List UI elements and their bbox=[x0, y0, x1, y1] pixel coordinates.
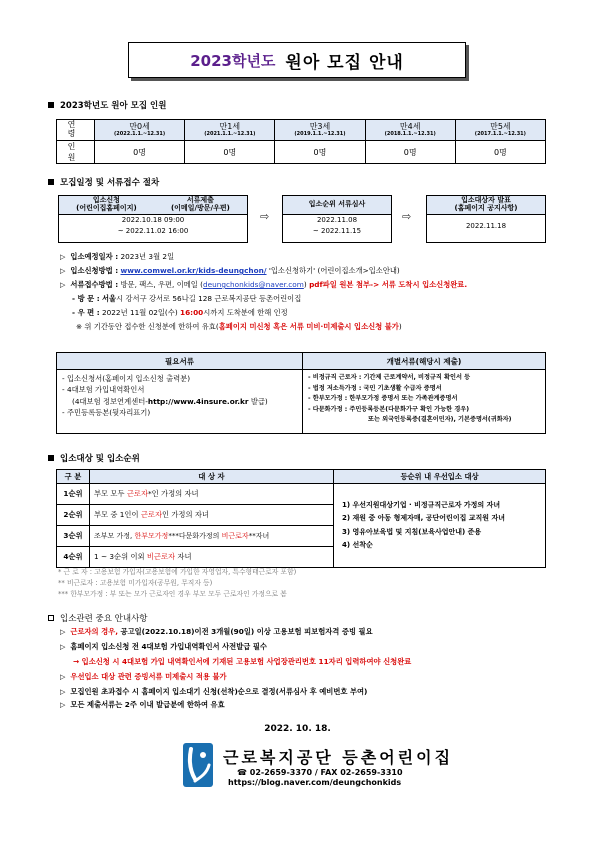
doc-item: - 법정 저소득가정 : 국민 기초생활 수급자 증명서 bbox=[308, 384, 442, 392]
flow-step-review bbox=[282, 195, 392, 243]
age-col-0: 만0세 (2022.1.1.~12.31) bbox=[95, 120, 185, 141]
triangle-bullet-icon: ▷ bbox=[60, 643, 66, 651]
email-link[interactable]: deungchonkids@naver.com bbox=[203, 280, 304, 289]
title-year: 2023학년도 bbox=[190, 51, 276, 70]
age-col-3: 만3세 (2019.1.1.~12.31) bbox=[275, 120, 365, 141]
title-box bbox=[128, 42, 466, 78]
triangle-bullet-icon: ▷ bbox=[60, 281, 66, 289]
age-col-4: 만4세 (2018.1.1.~12.31) bbox=[365, 120, 455, 141]
section-quota-heading bbox=[48, 99, 166, 111]
flow-step-apply-head bbox=[59, 196, 247, 215]
flow-date: 2022.11.08 bbox=[316, 216, 358, 224]
doc-item: - 4대보험 가입내역확인서 bbox=[62, 385, 145, 395]
flow-step-review-body bbox=[283, 215, 391, 237]
org-phone: ☎ 02-2659-3370 / FAX 02-2659-3310 bbox=[237, 768, 403, 777]
count-cell: 0명 bbox=[365, 141, 455, 164]
triangle-bullet-icon: ▷ bbox=[60, 628, 66, 636]
target-cell: 부모 중 1인이 근로자인 가정의 자녀 bbox=[90, 505, 334, 526]
flow-head-submit: 서류제출 (이메일/방문/우편) bbox=[170, 196, 230, 212]
visit-line: - 방 문 : 서울시 강서구 강서로 56나길 128 근로복지공단 등촌어린이집 bbox=[72, 294, 302, 303]
flow-head-review: 입소순위 서류심사 bbox=[308, 200, 366, 209]
count-cell: 0명 bbox=[275, 141, 365, 164]
rank-head: 구 분 bbox=[57, 470, 90, 484]
arrow-right-icon: ⇨ bbox=[402, 210, 412, 223]
title-main: 원아 모집 안내 bbox=[285, 52, 404, 73]
cond-head: 등순위 내 우선입소 대상 bbox=[334, 470, 546, 484]
target-cell: 1 ~ 3순위 이외 비근로자 자녀 bbox=[90, 547, 334, 568]
bullet-square-icon bbox=[48, 179, 54, 185]
section-title: 모집일정 및 서류접수 절차 bbox=[60, 178, 160, 188]
priority-cond-cell bbox=[334, 484, 546, 568]
section-schedule-heading bbox=[48, 176, 159, 188]
flow-step-apply-body bbox=[59, 215, 247, 237]
cond-item: 3) 영유아보육법 및 지침(보육사업안내) 준용 bbox=[342, 527, 482, 536]
important-item: ▷ 모집인원 초과접수 시 홈페이지 입소대기 신청(선착)순으로 결정(서류심사 후 예비번호 부여) bbox=[60, 687, 368, 696]
age-col-1: 만1세 (2021.1.1.~12.31) bbox=[185, 120, 275, 141]
caution-line: ※ 위 기간동안 접수한 신청분에 한하여 유효(홈페이지 미신청 혹은 서류 미비·미제출시 입소신청 불가) bbox=[76, 322, 402, 331]
footnote: ** 비근로자 : 고용보험 미가입자(공무원, 무직자 등) bbox=[58, 579, 213, 587]
triangle-bullet-icon: ▷ bbox=[60, 253, 66, 261]
org-logo-icon bbox=[183, 743, 213, 787]
doc-item: - 주민등록등본(뒷자리표기) bbox=[62, 407, 151, 417]
flow-step-apply bbox=[58, 195, 248, 243]
doc-item: 또는 외국인등록증(결혼이민자), 기본증명서(귀화자) bbox=[368, 416, 512, 424]
important-item: ▷ 우선입소 대상 관련 증빙서류 미제출시 적용 불가 bbox=[60, 672, 227, 681]
flow-date: 2022.11.18 bbox=[465, 222, 507, 230]
important-item: ▷ 모든 제출서류는 2주 이내 발급분에 한하여 유효 bbox=[60, 700, 225, 709]
bullet-square-icon bbox=[48, 102, 54, 108]
section-title: 2023학년도 원아 모집 인원 bbox=[60, 101, 167, 111]
flow-date: 2022.10.18 09:00 bbox=[121, 216, 185, 224]
rank-cell: 3순위 bbox=[57, 526, 90, 547]
important-item: ▷ 근로자의 경우, 공고일(2022.10.18)이전 3개월(90일) 이상 고용보험 피보험자격 증빙 필요 bbox=[60, 627, 373, 636]
entry-date-line: ▷ 입소예정일자 : 2023년 3월 2일 bbox=[60, 252, 175, 261]
arrow-right-icon: ⇨ bbox=[260, 210, 270, 223]
documents-table bbox=[56, 352, 546, 434]
flow-head-announce: 입소대상자 발표 (홈페이지 공지사항) bbox=[454, 196, 518, 212]
count-cell: 0명 bbox=[95, 141, 185, 164]
target-head: 대 상 자 bbox=[90, 470, 334, 484]
apply-link[interactable]: www.comwel.or.kr/kids-deungchon/ bbox=[120, 266, 267, 275]
flow-step-announce bbox=[426, 195, 546, 243]
triangle-bullet-icon: ▷ bbox=[60, 701, 66, 709]
triangle-bullet-icon: ▷ bbox=[60, 673, 66, 681]
apply-method-line: ▷ 입소신청방법 : www.comwel.or.kr/kids-deungchon/ '입소신청하기' (어린이집소개>입소안내) bbox=[60, 266, 400, 275]
target-cell: 조부모 가정, 한부모가정***다문화가정의 비근로자**자녀 bbox=[90, 526, 334, 547]
section-important-heading bbox=[48, 612, 148, 624]
flow-step-announce-head bbox=[427, 196, 545, 215]
rank-cell: 1순위 bbox=[57, 484, 90, 505]
cond-item: 1) 우선지원대상기업 · 비정규직근로자 가정의 자녀 bbox=[342, 500, 501, 509]
flow-date: ~ 2022.11.02 16:00 bbox=[117, 226, 189, 235]
important-item: ▷ 홈페이지 입소신청 전 4대보험 가입내역확인서 사전발급 필수 bbox=[60, 642, 267, 651]
section-title: 입소대상 및 입소순위 bbox=[60, 454, 140, 464]
section-ranks-heading bbox=[48, 452, 140, 464]
quota-table bbox=[56, 119, 546, 164]
count-cell: 0명 bbox=[455, 141, 545, 164]
doc-item: - 비정규직 근로자 : 기간제 근로계약서, 비정규직 확인서 등 bbox=[308, 374, 471, 381]
age-col-5: 만5세 (2017.1.1.~12.31) bbox=[455, 120, 545, 141]
cond-item: 2) 재원 중 아동 형제자매, 공단어린이집 교직원 자녀 bbox=[342, 514, 506, 523]
flow-step-review-head bbox=[283, 196, 391, 215]
doc-item: - 다문화가정 : 주민등록등본(다문화가구 확인 가능한 경우) bbox=[308, 405, 470, 413]
flow-step-announce-body bbox=[427, 215, 545, 232]
count-row-label: 인 원 bbox=[57, 141, 95, 164]
flow-date: ~ 2022.11.15 bbox=[312, 226, 362, 235]
docs-required-cell bbox=[57, 370, 303, 434]
doc-item: - 한부모가정 : 한부모가정 증명서 또는 가족관계증명서 bbox=[308, 395, 458, 403]
mail-line: - 우 편 : 2022년 11월 02일(수) 16:00시까지 도착분에 한해 인정 bbox=[72, 308, 288, 317]
org-block bbox=[183, 740, 463, 804]
footnote: *** 한부모가정 : 부 또는 모가 근로자인 경우 부모 모두 근로자인 가정으로 봄 bbox=[58, 590, 287, 598]
cond-item: 4) 선착순 bbox=[342, 540, 373, 549]
doc-item: - 입소신청서(홈페이지 입소신청 출력분) bbox=[62, 374, 191, 383]
age-header-label: 연 령 bbox=[57, 120, 95, 141]
org-url[interactable]: https://blog.naver.com/deungchonkids bbox=[228, 778, 402, 787]
bullet-square-icon bbox=[48, 615, 54, 621]
org-name: 근로복지공단 등촌어린이집 bbox=[223, 748, 454, 767]
insure-link[interactable]: http://www.4insure.or.kr bbox=[147, 396, 249, 406]
count-cell: 0명 bbox=[185, 141, 275, 164]
rank-cell: 4순위 bbox=[57, 547, 90, 568]
triangle-bullet-icon: ▷ bbox=[60, 267, 66, 275]
footnote: * 근 로 자 : 고용보험 가입자(고용보험에 가입한 자영업자, 특수형태근로자 포함) bbox=[58, 568, 297, 576]
flow-head-apply: 입소신청 (어린이집홈페이지) bbox=[76, 196, 137, 212]
announcement-date: 2022. 10. 18. bbox=[264, 724, 331, 734]
bullet-square-icon bbox=[48, 455, 54, 461]
docs-head-required: 필요서류 bbox=[57, 353, 303, 370]
rank-cell: 2순위 bbox=[57, 505, 90, 526]
section-title: 입소관련 중요 안내사항 bbox=[60, 614, 148, 624]
target-cell: 부모 모두 근로자*인 가정의 자녀 bbox=[90, 484, 334, 505]
doc-item: (4대보험 정보연계센터-http://www.4insure.or.kr 발급) bbox=[72, 396, 268, 406]
submit-method-line: ▷ 서류접수방법 : 방문, 팩스, 우편, 이메일 (deungchonkids@naver.com) pdf파일 원본 첨부-> 서류 도착시 입소신청완료. bbox=[60, 280, 468, 289]
docs-head-individual: 개별서류(해당시 제출) bbox=[303, 353, 546, 370]
docs-individual-cell bbox=[303, 370, 546, 434]
ranks-table bbox=[56, 469, 546, 568]
triangle-bullet-icon: ▷ bbox=[60, 688, 66, 696]
important-item: → 입소신청 시 4대보험 가입 내역확인서에 기재된 고용보험 사업장관리번호 11자리 입력하여야 신청완료 bbox=[73, 657, 412, 666]
